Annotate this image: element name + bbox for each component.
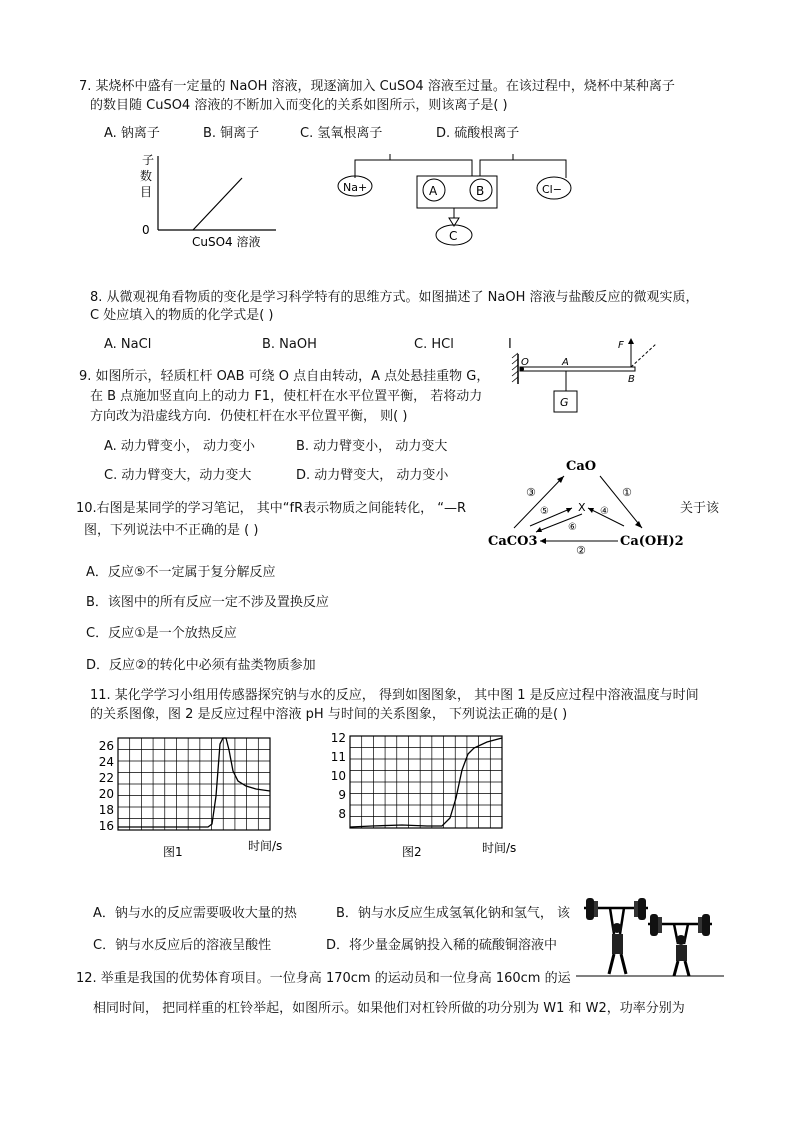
q11-chart1 bbox=[88, 736, 283, 861]
label-3: ③ bbox=[526, 486, 536, 499]
q10-option-c: C．反应①是一个放热反应 bbox=[86, 626, 237, 641]
q9-stem-line1: 9. 如图所示，轻质杠杆 OAB 可绕 O 点自由转动，A 点处悬挂重物 G， bbox=[79, 369, 490, 384]
ion-a-label: A bbox=[429, 184, 438, 198]
y-label-1: 子 bbox=[142, 153, 155, 167]
y-label-2: 数 bbox=[140, 169, 153, 183]
cl-ion-label: Cl− bbox=[542, 183, 562, 196]
q12-stem-line1: 12. 举重是我国的优势体育项目。一位身高 170cm 的运动员和一位身高 160cm 的运 bbox=[76, 971, 571, 986]
q8-option-c: C. HCl bbox=[414, 337, 454, 352]
q9-option-a: A. 动力臂变小， 动力变小 bbox=[104, 439, 256, 454]
node-caoh2: Ca(OH)2 bbox=[620, 534, 684, 549]
chart2-grid bbox=[350, 736, 502, 828]
label-5: ⑤ bbox=[540, 506, 549, 517]
chart1-ytick: 22 bbox=[98, 771, 114, 785]
q9-option-c: C. 动力臂变大，动力变大 bbox=[104, 468, 252, 483]
origin-label: 0 bbox=[142, 223, 150, 237]
na-ion-label: Na+ bbox=[343, 181, 368, 194]
q9-lever-diagram bbox=[508, 336, 668, 418]
q8-option-b: B. NaOH bbox=[262, 337, 317, 352]
chart1-xlabel: 时间/s bbox=[248, 839, 283, 853]
label-1: ① bbox=[622, 486, 632, 499]
q11-option-c: C．钠与水反应后的溶液呈酸性 bbox=[93, 938, 272, 953]
q8-option-d-fragment: I bbox=[508, 337, 512, 352]
chart2-ytick: 8 bbox=[338, 807, 346, 821]
q7-ion-graph bbox=[130, 150, 280, 250]
chart2-ytick: 12 bbox=[330, 731, 346, 745]
label-2: ② bbox=[576, 544, 586, 557]
chart1-caption: 图1 bbox=[163, 845, 183, 859]
q9-option-d: D. 动力臂变大， 动力变小 bbox=[296, 468, 449, 483]
dashed-direction bbox=[631, 344, 656, 367]
q11-option-d: D．将少量金属钠投入稀的硫酸铜溶液中 bbox=[326, 938, 558, 953]
q11-option-b: B．钠与水反应生成氢氧化钠和氢气， 该 bbox=[336, 906, 571, 921]
label-6: ⑥ bbox=[568, 522, 577, 533]
chart1-grid bbox=[118, 738, 270, 830]
q10-stem-line1: 10.右图是某同学的学习笔记， 其中“fR表示物质之间能转化， “—R bbox=[76, 501, 467, 516]
q7-stem-line2: 的数目随 CuSO4 溶液的不断加入而变化的关系如图所示，则该离子是( ) bbox=[90, 98, 508, 113]
chart1-ytick: 26 bbox=[98, 739, 114, 753]
q11-stem-line2: 的关系图像，图 2 是反应过程中溶液 pH 与时间的关系图象， 下列说法正确的是( ) bbox=[90, 707, 568, 722]
chart1-temperature-curve bbox=[118, 738, 270, 827]
q7-stem-line1: 7. 某烧杯中盛有一定量的 NaOH 溶液，现逐滴加入 CuSO4 溶液至过量。在该过程中，烧杯中某种离子 bbox=[79, 79, 675, 94]
force-f-label: F bbox=[618, 340, 624, 351]
chart2-ytick: 10 bbox=[330, 769, 346, 783]
x-axis-label: CuSO4 溶液 bbox=[192, 235, 261, 249]
chart1-ytick: 24 bbox=[98, 755, 114, 769]
q8-stem-line1: 8. 从微观视角看物质的变化是学习科学特有的思维方式。如图描述了 NaOH 溶液与盐酸反应的微观实质， bbox=[90, 290, 699, 305]
q7-option-b: B. 铜离子 bbox=[203, 126, 260, 141]
q12-stem-line2: 相同时间， 把同样重的杠铃举起，如图所示。如果他们对杠铃所做的功分别为 W1 和 W2，功率分别为 bbox=[93, 1001, 685, 1016]
q9-stem-line2: 在 B 点施加竖直向上的动力 F1，使杠杆在水平位置平衡， 若将动力 bbox=[90, 389, 483, 404]
q7-option-c: C. 氢氧根离子 bbox=[300, 126, 383, 141]
q7-option-a: A. 钠离子 bbox=[104, 126, 160, 141]
graph-line bbox=[193, 178, 242, 230]
point-b: B bbox=[628, 374, 635, 385]
node-x: X bbox=[578, 501, 586, 514]
q8-stem-line2: C 处应填入的物质的化学式是( ) bbox=[90, 308, 274, 323]
q7-option-d: D. 硫酸根离子 bbox=[436, 126, 520, 141]
point-a: A bbox=[562, 357, 569, 368]
q9-option-b: B. 动力臂变小， 动力变大 bbox=[296, 439, 448, 454]
q10-stem-line1-end: 关于该 bbox=[680, 501, 720, 516]
chart2-ytick: 11 bbox=[330, 750, 346, 764]
label-4: ④ bbox=[600, 506, 609, 517]
q10-cycle-diagram bbox=[484, 454, 684, 556]
node-cao: CaO bbox=[566, 459, 597, 474]
q11-stem-line1: 11. 某化学学习小组用传感器探究钠与水的反应， 得到如图图象， 其中图 1 是反应过程中溶液温度与时间 bbox=[90, 688, 699, 703]
lever-bar bbox=[520, 367, 635, 371]
q11-chart2 bbox=[322, 730, 522, 860]
point-o: O bbox=[521, 357, 529, 368]
q8-reaction-diagram bbox=[330, 150, 590, 250]
weight-g-label: G bbox=[560, 396, 569, 409]
chart1-ytick: 18 bbox=[98, 803, 114, 817]
chart2-ytick: 9 bbox=[338, 788, 346, 802]
node-caco3: CaCO3 bbox=[488, 534, 538, 549]
chart1-ytick: 16 bbox=[98, 819, 114, 833]
q10-option-d: D．反应②的转化中必须有盐类物质参加 bbox=[86, 658, 316, 673]
product-c-label: C bbox=[449, 229, 458, 243]
chart2-xlabel: 时间/s bbox=[482, 841, 517, 855]
chart1-ytick: 20 bbox=[98, 787, 114, 801]
q10-option-a: A．反应⑤不一定属于复分解反应 bbox=[86, 565, 276, 580]
ion-b-label: B bbox=[476, 184, 485, 198]
chart2-caption: 图2 bbox=[402, 845, 422, 859]
q10-option-b: B．该图中的所有反应一定不涉及置换反应 bbox=[86, 595, 329, 610]
q8-option-a: A. NaCl bbox=[104, 337, 152, 352]
q11-option-a: A．钠与水的反应需要吸收大量的热 bbox=[93, 906, 297, 921]
y-label-3: 目 bbox=[140, 185, 153, 199]
q10-stem-line2: 图，下列说法中不正确的是 ( ) bbox=[84, 523, 259, 538]
q9-stem-line3: 方向改为沿虚线方向．仍使杠杆在水平位置平衡， 则( ) bbox=[90, 409, 408, 424]
weightlifters-illustration bbox=[576, 894, 724, 978]
chart2-ph-curve bbox=[350, 738, 502, 827]
